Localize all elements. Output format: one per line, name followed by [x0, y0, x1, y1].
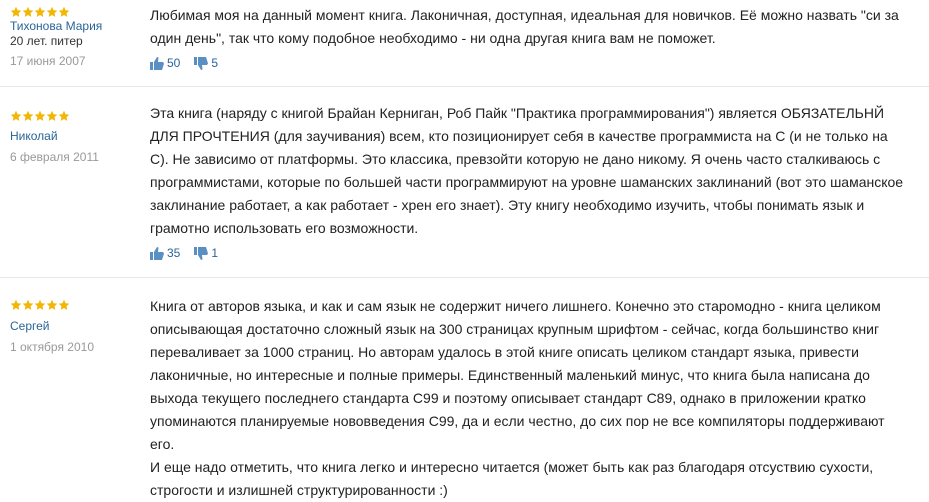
review-votes	[150, 246, 228, 260]
star-icon	[22, 299, 34, 311]
rating-stars	[10, 299, 138, 311]
star-icon	[46, 6, 58, 18]
like-button[interactable]	[150, 56, 180, 70]
divider	[0, 277, 929, 278]
thumb-up-icon	[150, 247, 164, 260]
review-item	[0, 97, 929, 287]
review-date: 6 февраля 2011	[10, 150, 99, 164]
star-icon	[10, 299, 22, 311]
review-date: 17 июня 2007	[10, 54, 86, 68]
review-item	[0, 0, 929, 90]
author-info: 20 лет. питер	[10, 34, 83, 48]
review-paragraph: Эта книга (наряду с книгой Брайан Керниган, Роб Пайк "Практика программирования") является ОБЯЗАТЕЛЬНЙ ДЛЯ ПРОЧТЕНИЯ (для заучивания) всем, кто позиционирует себя в качестве программиста на С (и не только на С). Не зависимо от платформы. Это классика, превзойти которую не дано никому. Я очень часто сталкиваюсь с программистами, которые по большей части программируют на уровне шаманских заклинаний (вот это шаманское заклинание работает, а как работает - хрен его знает). Эту книгу необходимо изучить, чтобы понимать язык и грамотно использовать его возможности.	[150, 105, 904, 236]
review-text	[150, 4, 910, 50]
review-item	[0, 287, 929, 500]
rating-stars	[10, 110, 138, 122]
review-paragraph: Книга от авторов языка, и как и сам язык не содержит ничего лишнего. Конечно это старомодно - книга целиком описывающая достаточно сложный язык на 300 страницах крупным шрифтом - сейчас, когда большинство книг переваливает за 1000 страниц. Но авторам удалось в этой книге описать целиком стандарт языка, привести лаконичные, но интересные и полные примеры. Единственный маленький минус, что книга была написана до выхода текущего последнего стандарта C99 и поэтому описывает стандарт C89, однако в приложении кратко упоминаются планируемые нововведения C99, да и если честно, до сих пор не все компиляторы поддерживают его.	[150, 298, 885, 452]
review-text	[150, 295, 910, 502]
review-date: 1 октября 2010	[10, 340, 94, 354]
like-button[interactable]	[150, 246, 180, 260]
star-icon	[34, 299, 46, 311]
review-meta	[10, 299, 138, 355]
thumb-up-icon	[150, 57, 164, 70]
review-author[interactable]: Тихонова Мария	[10, 19, 103, 33]
review-author[interactable]: Николай	[10, 129, 58, 143]
star-icon	[10, 6, 22, 18]
divider	[0, 86, 929, 87]
review-paragraph: И еще надо отметить, что книга легко и интересно читается (может быть как раз благодаря отсуствию сухости, строгости и излишней структурированности :)	[150, 459, 874, 498]
review-author[interactable]: Сергей	[10, 319, 50, 333]
star-icon	[22, 6, 34, 18]
thumb-down-icon	[194, 57, 208, 70]
like-count: 35	[167, 246, 181, 260]
dislike-button[interactable]	[194, 56, 218, 70]
review-text	[150, 102, 910, 240]
star-icon	[10, 110, 22, 122]
review-meta	[10, 6, 138, 69]
star-icon	[34, 110, 46, 122]
rating-stars	[10, 6, 138, 18]
dislike-count: 1	[211, 246, 219, 260]
review-paragraph: Любимая моя на данный момент книга. Лаконичная, доступная, идеальная для новичков. Её можно назвать "си за один день", так что кому подобное необходимо - ни одна другая книга вам не поможет.	[150, 7, 899, 46]
star-icon	[58, 6, 70, 18]
review-votes	[150, 56, 228, 70]
dislike-button[interactable]	[194, 246, 218, 260]
thumb-down-icon	[194, 247, 208, 260]
star-icon	[46, 299, 58, 311]
like-count: 50	[167, 56, 181, 70]
star-icon	[46, 110, 58, 122]
dislike-count: 5	[211, 56, 219, 70]
star-icon	[58, 110, 70, 122]
star-icon	[34, 6, 46, 18]
star-icon	[22, 110, 34, 122]
star-icon	[58, 299, 70, 311]
review-meta	[10, 110, 138, 165]
